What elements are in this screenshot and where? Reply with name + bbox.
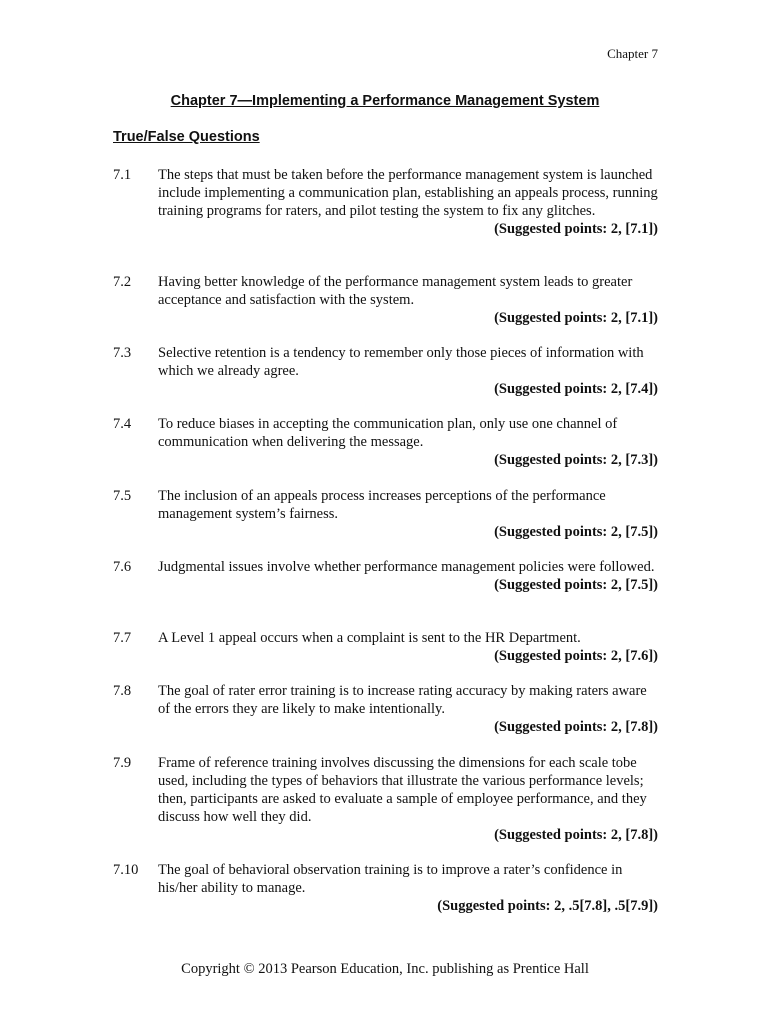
question-number: 7.8 — [113, 683, 132, 699]
question-number: 7.5 — [113, 488, 132, 504]
question-number: 7.7 — [113, 630, 132, 646]
question-item — [113, 415, 658, 469]
question-text: Selective retention is a tendency to remember only those pieces of information with which we already agree. — [158, 345, 644, 379]
question-text: A Level 1 appeal occurs when a complaint is sent to the HR Department. — [158, 630, 581, 646]
suggested-points: (Suggested points: 2, [7.8]) — [494, 827, 658, 843]
question-text: The goal of rater error training is to increase rating accuracy by making raters aware of the errors they are likely to make intentionally. — [158, 683, 647, 717]
suggested-points: (Suggested points: 2, [7.4]) — [494, 381, 658, 397]
suggested-points: (Suggested points: 2, [7.8]) — [494, 719, 658, 735]
section-heading: True/False Questions — [113, 129, 260, 145]
question-item — [113, 629, 658, 665]
question-number: 7.6 — [113, 559, 132, 575]
question-number: 7.10 — [113, 862, 139, 878]
question-item — [113, 682, 658, 736]
suggested-points: (Suggested points: 2, [7.3]) — [494, 452, 658, 468]
question-item — [113, 487, 658, 541]
question-number: 7.2 — [113, 274, 132, 290]
question-text: Frame of reference training involves discussing the dimensions for each scale tobe used, including the types of behaviors that illustrate the various performance levels; then, participants are asked to evaluate a sample of employee performance, and they discuss how well they did. — [158, 755, 647, 825]
suggested-points: (Suggested points: 2, [7.1]) — [494, 310, 658, 326]
suggested-points: (Suggested points: 2, .5[7.8], .5[7.9]) — [437, 898, 658, 914]
question-item — [113, 166, 658, 238]
question-item — [113, 344, 658, 398]
question-text: The steps that must be taken before the performance management system is launched include implementing a communication plan, establishing an appeals process, running training programs for raters, and pilot testing the system to fix any glitches. — [158, 167, 658, 219]
question-number: 7.4 — [113, 416, 132, 432]
question-number: 7.9 — [113, 755, 132, 771]
running-header: Chapter 7 — [607, 46, 658, 61]
suggested-points: (Suggested points: 2, [7.5]) — [494, 524, 658, 540]
question-number: 7.3 — [113, 345, 132, 361]
question-item — [113, 558, 658, 594]
suggested-points: (Suggested points: 2, [7.5]) — [494, 577, 658, 593]
question-text: The inclusion of an appeals process increases perceptions of the performance management system’s fairness. — [158, 488, 606, 522]
question-text: The goal of behavioral observation training is to improve a rater’s confidence in his/her ability to manage. — [158, 862, 623, 896]
question-text: Judgmental issues involve whether performance management policies were followed. — [158, 559, 655, 575]
suggested-points: (Suggested points: 2, [7.6]) — [494, 648, 658, 664]
copyright-footer: Copyright © 2013 Pearson Education, Inc. publishing as Prentice Hall — [181, 961, 589, 977]
question-item — [113, 861, 658, 915]
question-item — [113, 754, 658, 844]
suggested-points: (Suggested points: 2, [7.1]) — [494, 221, 658, 237]
question-text: To reduce biases in accepting the communication plan, only use one channel of communication when delivering the message. — [158, 416, 618, 450]
question-number: 7.1 — [113, 167, 132, 183]
chapter-title: Chapter 7—Implementing a Performance Management System — [170, 93, 600, 109]
question-text: Having better knowledge of the performance management system leads to greater acceptance and satisfaction with the system. — [158, 274, 633, 308]
question-item — [113, 273, 658, 327]
